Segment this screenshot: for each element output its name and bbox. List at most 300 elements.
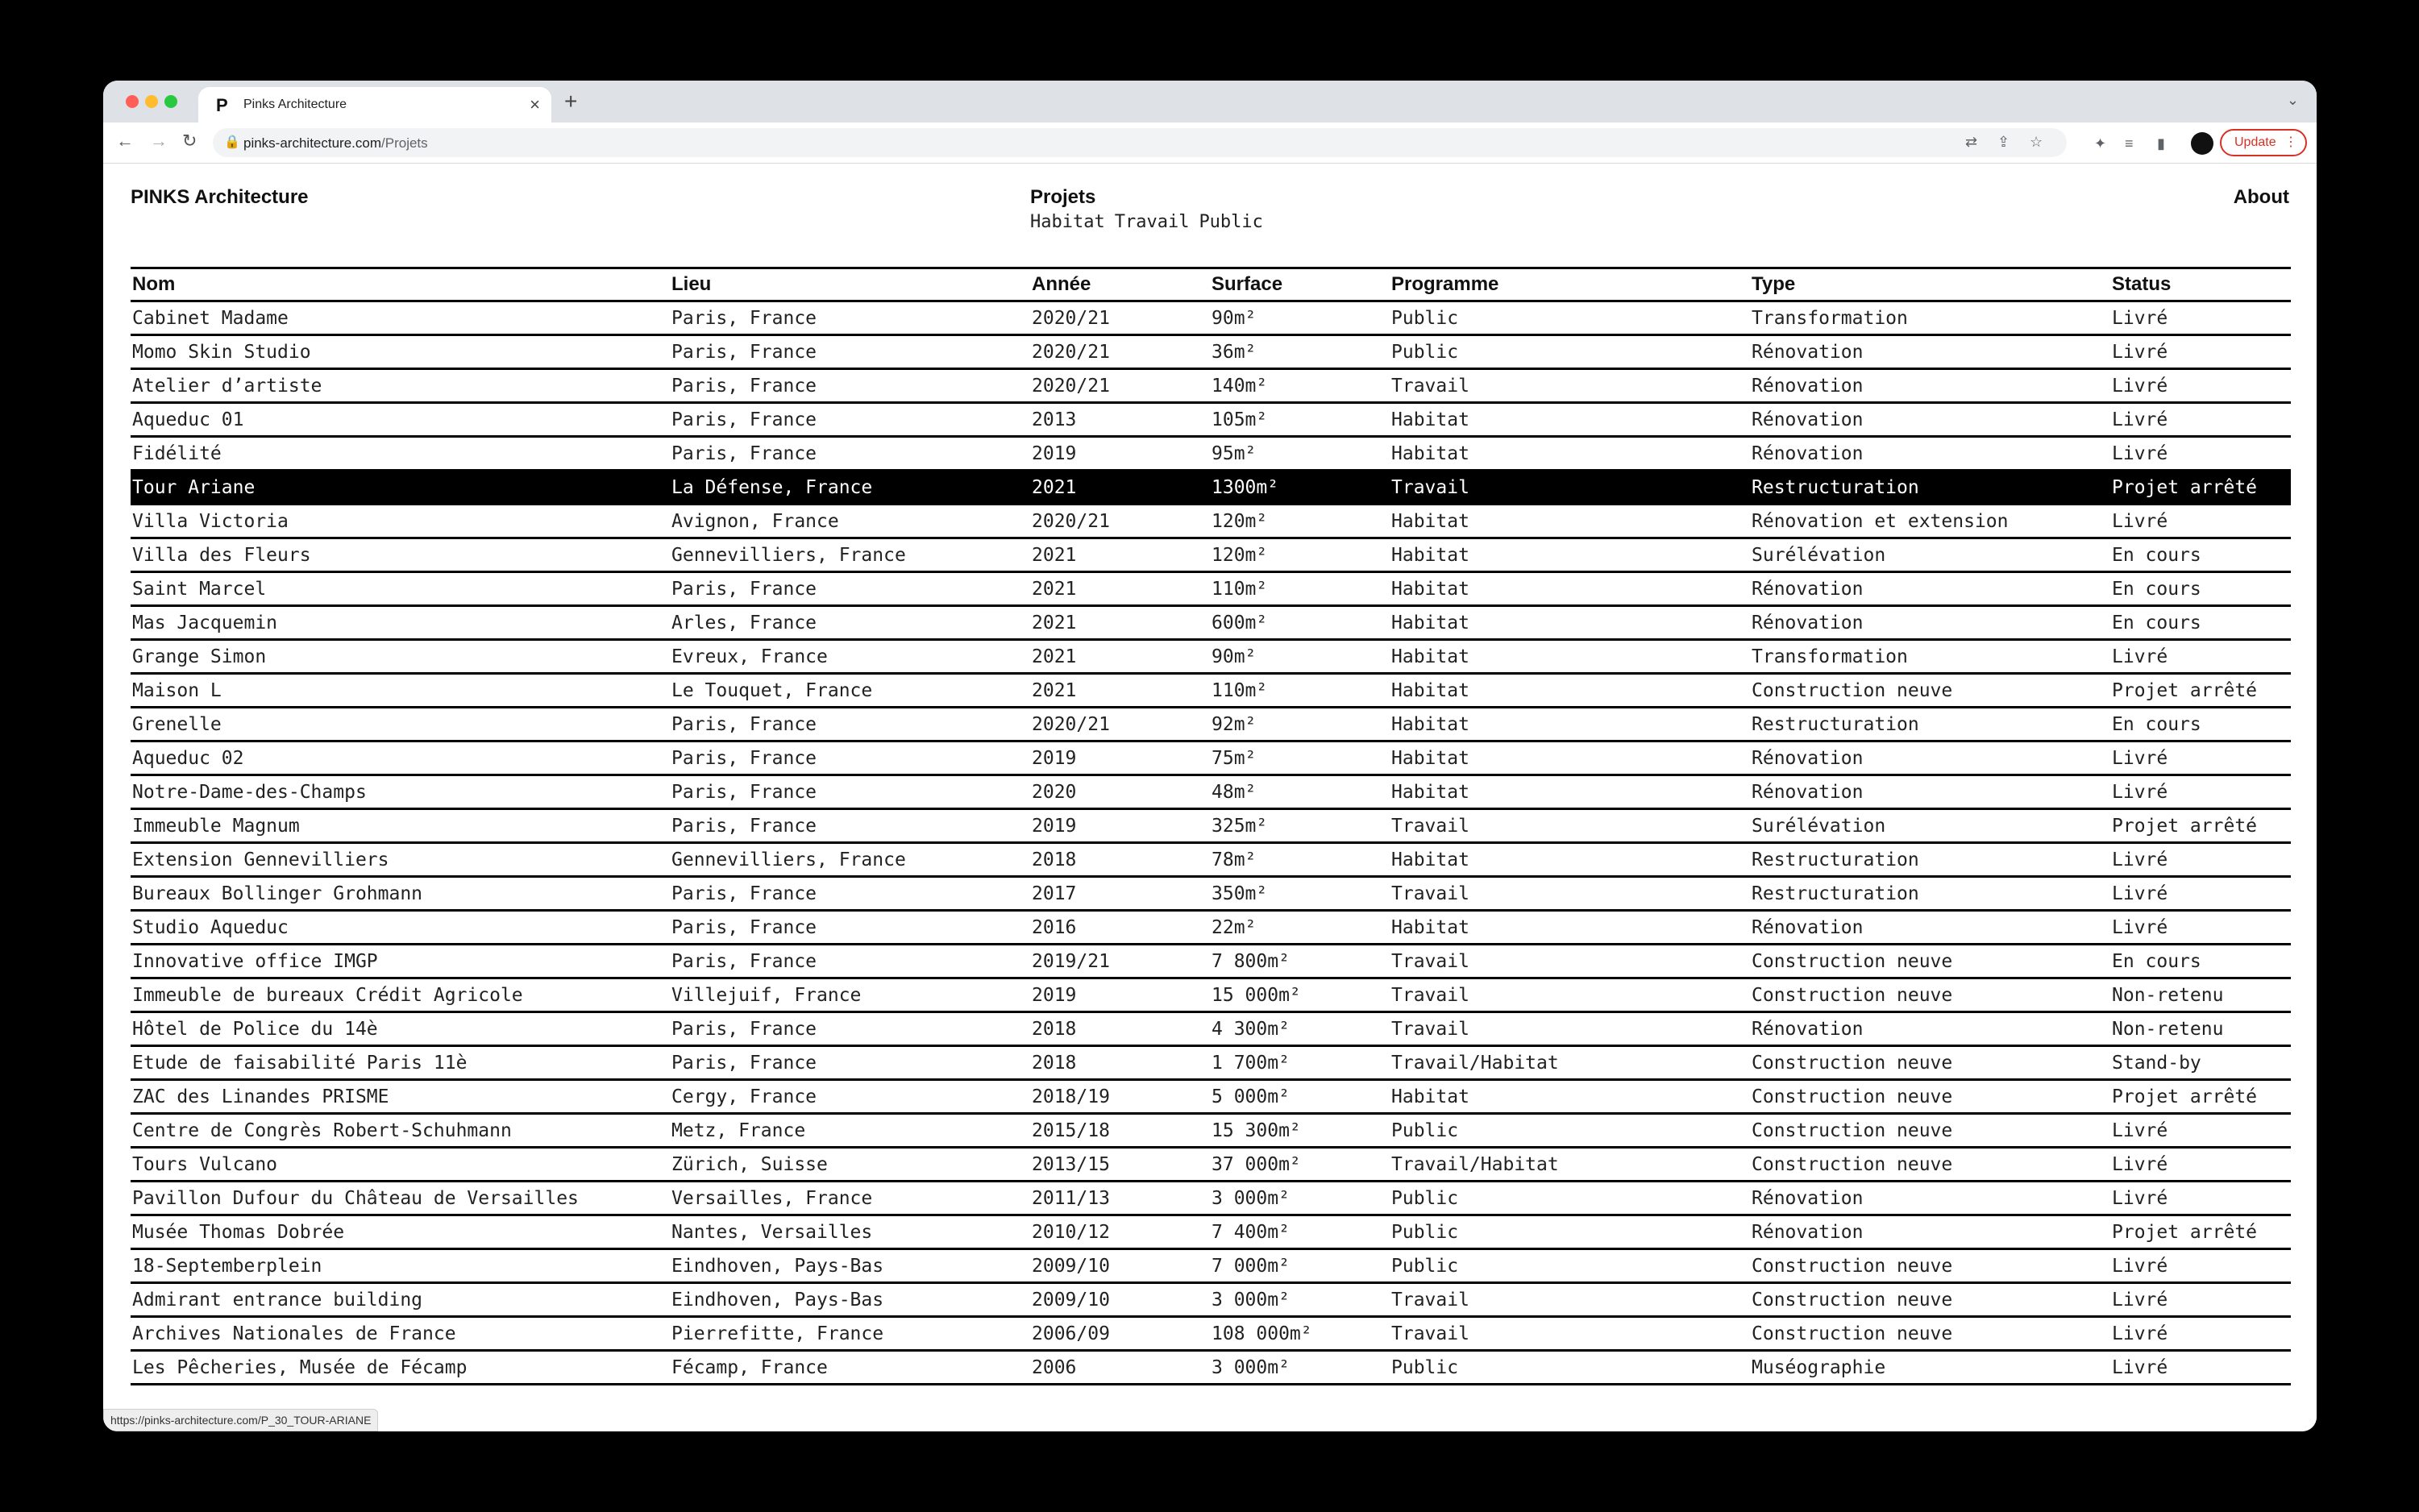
cell-lieu: Paris, France: [670, 741, 1030, 775]
cell-lieu: Nantes, Versailles: [670, 1215, 1030, 1249]
table-row[interactable]: [131, 708, 2291, 741]
cell-nom: Centre de Congrès Robert-Schuhmann: [131, 1114, 670, 1148]
window-maximize-button[interactable]: [164, 95, 177, 108]
cell-status: En cours: [2110, 708, 2291, 741]
cell-annee: 2021: [1030, 606, 1210, 640]
cell-lieu: Zürich, Suisse: [670, 1148, 1030, 1182]
cell-surface: 7 800m²: [1210, 945, 1390, 978]
table-row[interactable]: [131, 1114, 2291, 1148]
cell-type: Restructuration: [1750, 708, 2110, 741]
cell-status: Livré: [2110, 1283, 2291, 1317]
cell-status: Livré: [2110, 775, 2291, 809]
cell-nom: Grange Simon: [131, 640, 670, 674]
cell-annee: 2013/15: [1030, 1148, 1210, 1182]
cell-lieu: Gennevilliers, France: [670, 538, 1030, 572]
cell-nom: Tour Ariane: [131, 471, 670, 505]
cell-surface: 95m²: [1210, 437, 1390, 471]
cell-nom: Archives Nationales de France: [131, 1317, 670, 1351]
table-row[interactable]: [131, 1249, 2291, 1283]
cell-programme: Travail: [1390, 877, 1750, 911]
cell-programme: Habitat: [1390, 843, 1750, 877]
cell-type: Surélévation: [1750, 538, 2110, 572]
cell-lieu: Eindhoven, Pays-Bas: [670, 1283, 1030, 1317]
close-tab-icon[interactable]: ×: [530, 94, 540, 114]
cell-status: En cours: [2110, 945, 2291, 978]
cell-surface: 90m²: [1210, 301, 1390, 335]
cell-nom: Fidélité: [131, 437, 670, 471]
table-row[interactable]: [131, 877, 2291, 911]
cell-lieu: Paris, France: [670, 1012, 1030, 1046]
cell-status: Livré: [2110, 403, 2291, 437]
window-close-button[interactable]: [126, 95, 139, 108]
cell-status: Livré: [2110, 301, 2291, 335]
cell-annee: 2021: [1030, 471, 1210, 505]
cell-programme: Habitat: [1390, 640, 1750, 674]
cell-programme: Travail: [1390, 471, 1750, 505]
cell-status: Livré: [2110, 505, 2291, 538]
cell-annee: 2019: [1030, 437, 1210, 471]
cell-surface: 120m²: [1210, 538, 1390, 572]
cell-status: Projet arrêté: [2110, 809, 2291, 843]
cell-lieu: Paris, France: [670, 369, 1030, 403]
cell-type: Rénovation: [1750, 911, 2110, 945]
cell-nom: Bureaux Bollinger Grohmann: [131, 877, 670, 911]
update-button[interactable]: [2220, 129, 2307, 156]
cell-lieu: Paris, France: [670, 572, 1030, 606]
cell-programme: Public: [1390, 1215, 1750, 1249]
url-text[interactable]: [243, 135, 428, 152]
cell-programme: Travail: [1390, 1317, 1750, 1351]
bookmark-star-icon[interactable]: ☆: [2030, 134, 2043, 150]
cell-nom: Les Pêcheries, Musée de Fécamp: [131, 1351, 670, 1385]
cell-annee: 2009/10: [1030, 1249, 1210, 1283]
table-row[interactable]: [131, 1182, 2291, 1215]
cell-programme: Habitat: [1390, 437, 1750, 471]
cell-type: Construction neuve: [1750, 1114, 2110, 1148]
cell-programme: Habitat: [1390, 1080, 1750, 1114]
cell-surface: 110m²: [1210, 572, 1390, 606]
cell-type: Restructuration: [1750, 843, 2110, 877]
cell-annee: 2021: [1030, 640, 1210, 674]
cell-status: Livré: [2110, 911, 2291, 945]
site-brand[interactable]: PINKS Architecture: [131, 186, 309, 208]
cell-type: Transformation: [1750, 301, 2110, 335]
cell-lieu: Gennevilliers, France: [670, 843, 1030, 877]
cell-annee: 2020/21: [1030, 708, 1210, 741]
nav-about-link[interactable]: About: [2233, 186, 2289, 208]
cell-lieu: Paris, France: [670, 809, 1030, 843]
cell-annee: 2016: [1030, 911, 1210, 945]
cell-status: Livré: [2110, 843, 2291, 877]
cell-programme: Habitat: [1390, 741, 1750, 775]
cell-status: Projet arrêté: [2110, 674, 2291, 708]
cell-surface: 3 000m²: [1210, 1283, 1390, 1317]
cell-lieu: Evreux, France: [670, 640, 1030, 674]
cell-annee: 2021: [1030, 572, 1210, 606]
cell-annee: 2019: [1030, 741, 1210, 775]
favicon-icon: P: [216, 95, 228, 115]
cell-surface: 600m²: [1210, 606, 1390, 640]
cell-programme: Travail: [1390, 945, 1750, 978]
cell-surface: 36m²: [1210, 335, 1390, 369]
cell-programme: Public: [1390, 1351, 1750, 1385]
cell-lieu: La Défense, France: [670, 471, 1030, 505]
column-header-type[interactable]: Type: [1750, 268, 2110, 301]
address-bar[interactable]: [213, 128, 2067, 157]
more-icon: ⋮: [2284, 135, 2297, 149]
cell-lieu: Paris, France: [670, 1046, 1030, 1080]
cell-surface: 15 000m²: [1210, 978, 1390, 1012]
cell-status: Livré: [2110, 1148, 2291, 1182]
cell-status: Livré: [2110, 369, 2291, 403]
cell-surface: 4 300m²: [1210, 1012, 1390, 1046]
cell-surface: 75m²: [1210, 741, 1390, 775]
cell-surface: 3 000m²: [1210, 1351, 1390, 1385]
cell-nom: Villa Victoria: [131, 505, 670, 538]
cell-type: Rénovation: [1750, 775, 2110, 809]
cell-annee: 2018/19: [1030, 1080, 1210, 1114]
column-header-status[interactable]: Status: [2110, 268, 2291, 301]
cell-surface: 350m²: [1210, 877, 1390, 911]
cell-nom: Aqueduc 02: [131, 741, 670, 775]
cell-type: Construction neuve: [1750, 1283, 2110, 1317]
cell-annee: 2006/09: [1030, 1317, 1210, 1351]
cell-surface: 7 000m²: [1210, 1249, 1390, 1283]
cell-type: Rénovation: [1750, 369, 2110, 403]
cell-type: Rénovation: [1750, 606, 2110, 640]
cell-nom: Aqueduc 01: [131, 403, 670, 437]
cell-nom: Saint Marcel: [131, 572, 670, 606]
cell-annee: 2020/21: [1030, 301, 1210, 335]
cell-programme: Public: [1390, 1114, 1750, 1148]
cell-programme: Travail: [1390, 1283, 1750, 1317]
cell-annee: 2019: [1030, 809, 1210, 843]
cell-status: Livré: [2110, 877, 2291, 911]
cell-lieu: Eindhoven, Pays-Bas: [670, 1249, 1030, 1283]
cell-lieu: Paris, France: [670, 403, 1030, 437]
cell-nom: Etude de faisabilité Paris 11è: [131, 1046, 670, 1080]
cell-annee: 2020/21: [1030, 369, 1210, 403]
table-row[interactable]: [131, 505, 2291, 538]
cell-surface: 120m²: [1210, 505, 1390, 538]
table-row[interactable]: [131, 741, 2291, 775]
cell-lieu: Paris, France: [670, 877, 1030, 911]
projects-table: [131, 267, 2291, 1385]
cell-surface: 48m²: [1210, 775, 1390, 809]
cell-type: Rénovation: [1750, 1012, 2110, 1046]
cell-annee: 2018: [1030, 1046, 1210, 1080]
cell-annee: 2019/21: [1030, 945, 1210, 978]
cell-nom: Immeuble Magnum: [131, 809, 670, 843]
cell-lieu: Fécamp, France: [670, 1351, 1030, 1385]
reading-list-icon[interactable]: ≡: [2125, 135, 2134, 152]
cell-type: Construction neuve: [1750, 945, 2110, 978]
cell-lieu: Villejuif, France: [670, 978, 1030, 1012]
status-bar-url: https://pinks-architecture.com/P_30_TOUR-ARIANE: [103, 1409, 378, 1431]
side-panel-icon[interactable]: ▮: [2157, 135, 2165, 152]
cell-surface: 110m²: [1210, 674, 1390, 708]
cell-nom: Musée Thomas Dobrée: [131, 1215, 670, 1249]
cell-programme: Travail: [1390, 369, 1750, 403]
lock-icon[interactable]: 🔒: [224, 135, 240, 149]
reload-icon[interactable]: ↻: [182, 131, 197, 151]
cell-surface: 1 700m²: [1210, 1046, 1390, 1080]
cell-type: Construction neuve: [1750, 1046, 2110, 1080]
cell-annee: 2015/18: [1030, 1114, 1210, 1148]
cell-type: Restructuration: [1750, 471, 2110, 505]
cell-lieu: Cergy, France: [670, 1080, 1030, 1114]
cell-nom: Maison L: [131, 674, 670, 708]
cell-programme: Public: [1390, 1249, 1750, 1283]
table-row[interactable]: [131, 1215, 2291, 1249]
cell-lieu: Pierrefitte, France: [670, 1317, 1030, 1351]
cell-annee: 2018: [1030, 1012, 1210, 1046]
cell-nom: Extension Gennevilliers: [131, 843, 670, 877]
cell-type: Restructuration: [1750, 877, 2110, 911]
cell-type: Rénovation: [1750, 403, 2110, 437]
update-label: Update: [2234, 135, 2276, 149]
cell-surface: 1300m²: [1210, 471, 1390, 505]
cell-annee: 2020/21: [1030, 335, 1210, 369]
cell-nom: Momo Skin Studio: [131, 335, 670, 369]
cell-status: Livré: [2110, 640, 2291, 674]
cell-programme: Habitat: [1390, 911, 1750, 945]
cell-type: Rénovation et extension: [1750, 505, 2110, 538]
cell-nom: Studio Aqueduc: [131, 911, 670, 945]
url-path: /Projets: [381, 135, 428, 151]
cell-nom: ZAC des Linandes PRISME: [131, 1080, 670, 1114]
table-row[interactable]: [131, 809, 2291, 843]
cell-nom: Tours Vulcano: [131, 1148, 670, 1182]
cell-surface: 108 000m²: [1210, 1317, 1390, 1351]
cell-programme: Habitat: [1390, 403, 1750, 437]
cell-programme: Travail/Habitat: [1390, 1148, 1750, 1182]
browser-window: [103, 81, 2317, 1431]
cell-status: Livré: [2110, 1249, 2291, 1283]
table-row[interactable]: [131, 606, 2291, 640]
cell-lieu: Paris, France: [670, 437, 1030, 471]
table-row[interactable]: [131, 471, 2291, 505]
tab-search-icon[interactable]: ⌄: [2286, 92, 2299, 108]
table-row[interactable]: [131, 775, 2291, 809]
cell-annee: 2018: [1030, 843, 1210, 877]
profile-avatar[interactable]: [2191, 132, 2213, 155]
cell-annee: 2006: [1030, 1351, 1210, 1385]
cell-surface: 78m²: [1210, 843, 1390, 877]
cell-status: Stand-by: [2110, 1046, 2291, 1080]
url-domain: pinks-architecture.com: [243, 135, 382, 151]
table-row[interactable]: [131, 437, 2291, 471]
cell-annee: 2017: [1030, 877, 1210, 911]
cell-type: Transformation: [1750, 640, 2110, 674]
cell-annee: 2021: [1030, 674, 1210, 708]
cell-status: Livré: [2110, 1182, 2291, 1215]
cell-programme: Travail: [1390, 978, 1750, 1012]
cell-status: Projet arrêté: [2110, 1215, 2291, 1249]
forward-arrow-icon[interactable]: →: [150, 131, 168, 151]
cell-nom: Admirant entrance building: [131, 1283, 670, 1317]
cell-programme: Habitat: [1390, 606, 1750, 640]
cell-type: Rénovation: [1750, 1215, 2110, 1249]
cell-status: Livré: [2110, 1114, 2291, 1148]
cell-status: Projet arrêté: [2110, 1080, 2291, 1114]
cell-type: Rénovation: [1750, 437, 2110, 471]
cell-status: Projet arrêté: [2110, 471, 2291, 505]
cell-programme: Travail/Habitat: [1390, 1046, 1750, 1080]
column-header-nom[interactable]: Nom: [131, 268, 670, 301]
cell-type: Surélévation: [1750, 809, 2110, 843]
table-row[interactable]: [131, 1148, 2291, 1182]
table-row[interactable]: [131, 1283, 2291, 1317]
cell-type: Construction neuve: [1750, 1249, 2110, 1283]
filter-travail[interactable]: Travail: [1114, 212, 1190, 232]
cell-lieu: Paris, France: [670, 708, 1030, 741]
cell-surface: 105m²: [1210, 403, 1390, 437]
cell-surface: 7 400m²: [1210, 1215, 1390, 1249]
cell-surface: 5 000m²: [1210, 1080, 1390, 1114]
cell-type: Construction neuve: [1750, 674, 2110, 708]
table-row[interactable]: [131, 843, 2291, 877]
cell-annee: 2013: [1030, 403, 1210, 437]
table-row[interactable]: [131, 301, 2291, 335]
table-row[interactable]: [131, 674, 2291, 708]
cell-surface: 37 000m²: [1210, 1148, 1390, 1182]
column-header-lieu[interactable]: Lieu: [670, 268, 1030, 301]
cell-lieu: Paris, France: [670, 335, 1030, 369]
table-row[interactable]: [131, 369, 2291, 403]
table-row[interactable]: [131, 572, 2291, 606]
table-row[interactable]: [131, 911, 2291, 945]
table-row[interactable]: [131, 538, 2291, 572]
column-header-programme[interactable]: Programme: [1390, 268, 1750, 301]
cell-surface: 22m²: [1210, 911, 1390, 945]
cell-programme: Travail: [1390, 809, 1750, 843]
table-row[interactable]: [131, 978, 2291, 1012]
cell-nom: Grenelle: [131, 708, 670, 741]
cell-status: Non-retenu: [2110, 978, 2291, 1012]
new-tab-icon[interactable]: +: [564, 89, 578, 114]
cell-nom: Cabinet Madame: [131, 301, 670, 335]
cell-status: Livré: [2110, 1351, 2291, 1385]
table-row[interactable]: [131, 1012, 2291, 1046]
tab-strip: [103, 81, 2317, 123]
cell-status: Livré: [2110, 741, 2291, 775]
table-row[interactable]: [131, 335, 2291, 369]
cell-programme: Public: [1390, 335, 1750, 369]
cell-annee: 2011/13: [1030, 1182, 1210, 1215]
cell-status: En cours: [2110, 572, 2291, 606]
cell-lieu: Versailles, France: [670, 1182, 1030, 1215]
cell-lieu: Paris, France: [670, 301, 1030, 335]
cell-annee: 2009/10: [1030, 1283, 1210, 1317]
cell-annee: 2020: [1030, 775, 1210, 809]
cell-programme: Habitat: [1390, 505, 1750, 538]
cell-programme: Habitat: [1390, 775, 1750, 809]
cell-nom: Innovative office IMGP: [131, 945, 670, 978]
cell-annee: 2021: [1030, 538, 1210, 572]
cell-programme: Habitat: [1390, 538, 1750, 572]
cell-nom: Hôtel de Police du 14è: [131, 1012, 670, 1046]
cell-programme: Public: [1390, 1182, 1750, 1215]
cell-type: Rénovation: [1750, 741, 2110, 775]
cell-surface: 90m²: [1210, 640, 1390, 674]
back-arrow-icon[interactable]: ←: [116, 131, 134, 151]
table-row[interactable]: [131, 1351, 2291, 1385]
cell-nom: Notre-Dame-des-Champs: [131, 775, 670, 809]
browser-tab[interactable]: [198, 87, 551, 123]
column-header-surface[interactable]: Surface: [1210, 268, 1390, 301]
cell-type: Construction neuve: [1750, 1148, 2110, 1182]
cell-lieu: Paris, France: [670, 945, 1030, 978]
cell-surface: 325m²: [1210, 809, 1390, 843]
cell-lieu: Paris, France: [670, 775, 1030, 809]
column-header-annee[interactable]: Année: [1030, 268, 1210, 301]
cell-programme: Travail: [1390, 1012, 1750, 1046]
cell-nom: Villa des Fleurs: [131, 538, 670, 572]
cell-lieu: Arles, France: [670, 606, 1030, 640]
filter-public[interactable]: Public: [1199, 212, 1263, 232]
cell-nom: 18-Septemberplein: [131, 1249, 670, 1283]
share-icon[interactable]: ⇪: [1997, 134, 2010, 150]
browser-toolbar: [103, 123, 2317, 164]
table-row[interactable]: [131, 640, 2291, 674]
table-row[interactable]: [131, 945, 2291, 978]
filter-links: [1030, 212, 1273, 232]
table-row[interactable]: [131, 1080, 2291, 1114]
cell-type: Rénovation: [1750, 572, 2110, 606]
nav-projets-link[interactable]: Projets: [1030, 186, 1096, 208]
cell-status: Livré: [2110, 335, 2291, 369]
table-row[interactable]: [131, 1046, 2291, 1080]
cell-type: Rénovation: [1750, 335, 2110, 369]
cell-nom: Atelier d’artiste: [131, 369, 670, 403]
cell-programme: Habitat: [1390, 674, 1750, 708]
cell-programme: Public: [1390, 301, 1750, 335]
cell-annee: 2010/12: [1030, 1215, 1210, 1249]
table-header-row: [131, 268, 2291, 301]
cell-programme: Habitat: [1390, 708, 1750, 741]
cell-type: Construction neuve: [1750, 1317, 2110, 1351]
cell-annee: 2020/21: [1030, 505, 1210, 538]
cell-surface: 3 000m²: [1210, 1182, 1390, 1215]
cell-nom: Mas Jacquemin: [131, 606, 670, 640]
cell-surface: 92m²: [1210, 708, 1390, 741]
cell-status: Non-retenu: [2110, 1012, 2291, 1046]
window-minimize-button[interactable]: [145, 95, 158, 108]
filter-habitat[interactable]: Habitat: [1030, 212, 1105, 232]
cell-type: Muséographie: [1750, 1351, 2110, 1385]
cell-lieu: Le Touquet, France: [670, 674, 1030, 708]
tab-title: Pinks Architecture: [243, 98, 347, 111]
cell-status: En cours: [2110, 606, 2291, 640]
page-content: [103, 164, 2317, 1431]
cell-annee: 2019: [1030, 978, 1210, 1012]
cell-lieu: Avignon, France: [670, 505, 1030, 538]
cell-status: Livré: [2110, 1317, 2291, 1351]
table-row[interactable]: [131, 1317, 2291, 1351]
table-row[interactable]: [131, 403, 2291, 437]
cell-nom: Pavillon Dufour du Château de Versailles: [131, 1182, 670, 1215]
cell-lieu: Paris, France: [670, 911, 1030, 945]
cell-type: Rénovation: [1750, 1182, 2110, 1215]
translate-icon[interactable]: ⇄: [1965, 134, 1978, 150]
cell-status: Livré: [2110, 437, 2291, 471]
cell-type: Construction neuve: [1750, 978, 2110, 1012]
extensions-icon[interactable]: ✦: [2094, 135, 2107, 152]
cell-type: Construction neuve: [1750, 1080, 2110, 1114]
cell-lieu: Metz, France: [670, 1114, 1030, 1148]
cell-surface: 140m²: [1210, 369, 1390, 403]
